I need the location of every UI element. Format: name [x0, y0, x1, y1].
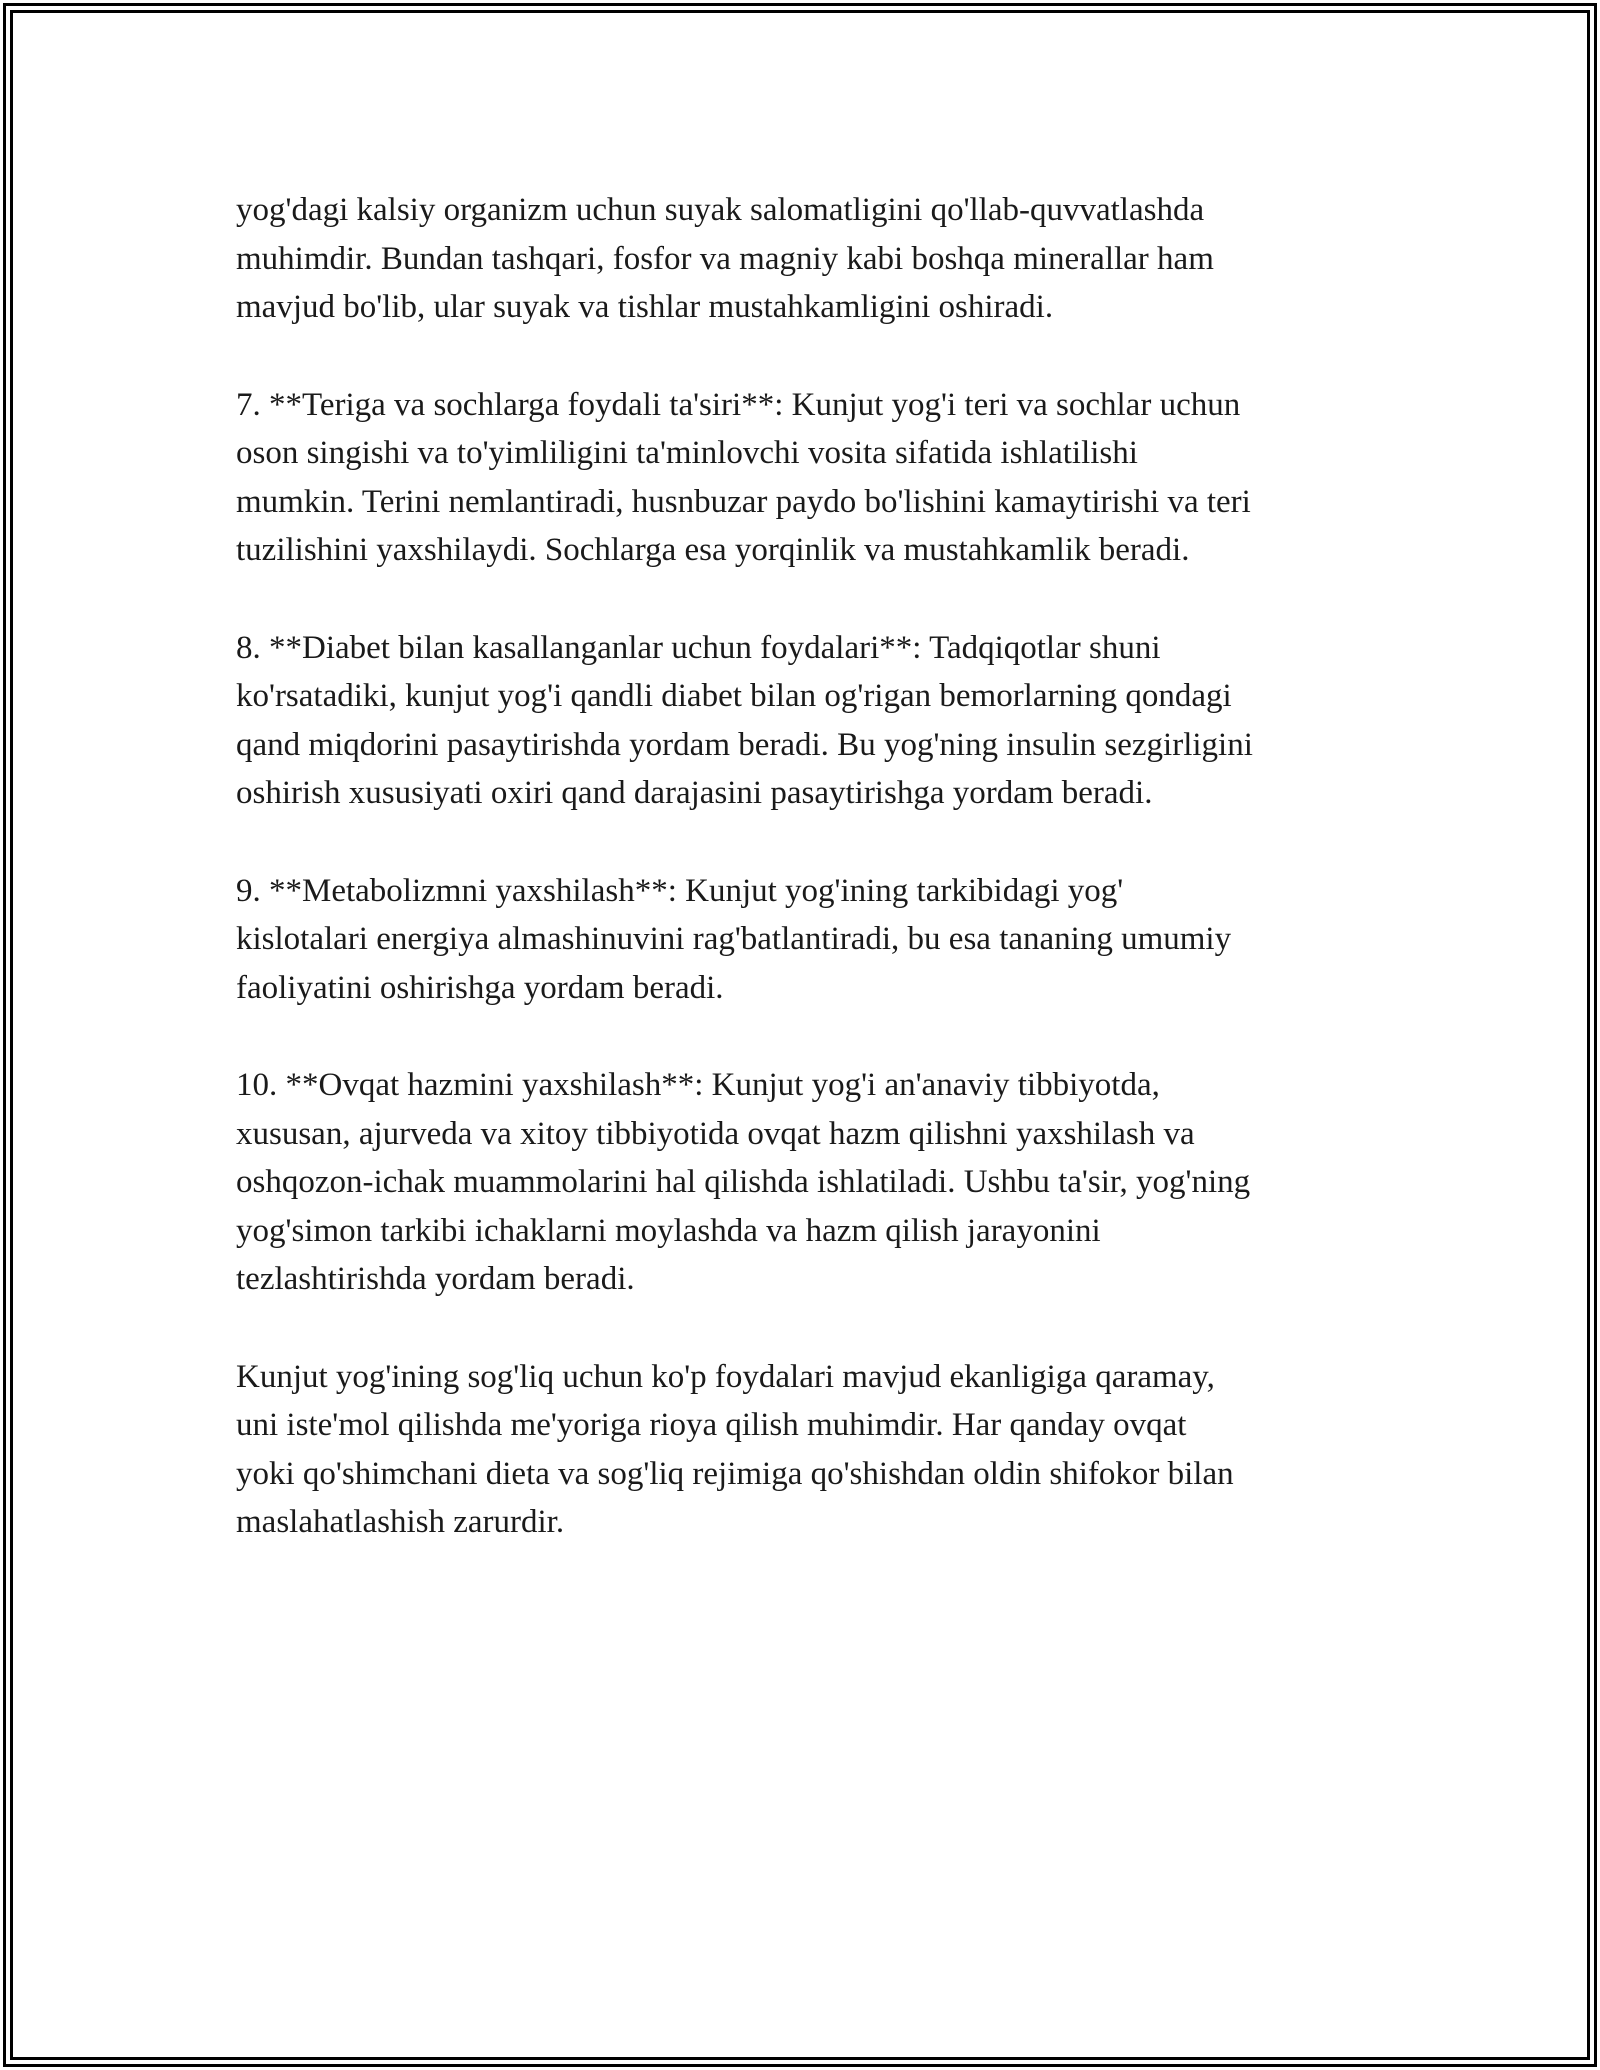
paragraph-item-10-digestion: 10. **Ovqat hazmini yaxshilash**: Kunjut yog'i an'anaviy tibbiyotda, xususan, ajurveda va xitoy tibbiyotida ovqat hazm qilishni yaxshilash va oshqozon-ichak muammolarini hal qilishda ishlatiladi. Ushbu ta'sir, yog'ning yog'simon tarkibi ichaklarni moylashda va hazm qilish jarayonini tezlashtirishda yordam beradi.: [236, 1067, 1251, 1297]
paragraph-calcium-continuation: yog'dagi kalsiy organizm uchun suyak salomatligini qo'llab-quvvatlashda muhimdir. Bundan tashqari, fosfor va magniy kabi boshqa minerallar ham mavjud bo'lib, ular suyak va tishlar mustahkamligini oshiradi.: [236, 192, 1214, 325]
document-body: [236, 186, 1384, 1596]
paragraph-conclusion: Kunjut yog'ining sog'liq uchun ko'p foydalari mavjud ekanligiga qaramay, uni iste'mol qilishda me'yoriga rioya qilish muhimdir. Har qanday ovqat yoki qo'shimchani dieta va sog'liq rejimiga qo'shishdan oldin shifokor bilan maslahatlashish zarurdir.: [236, 1358, 1234, 1540]
paragraph-item-7-skin-hair: 7. **Teriga va sochlarga foydali ta'siri**: Kunjut yog'i teri va sochlar uchun oson singishi va to'yimliligini ta'minlovchi vosita sifatida ishlatilishi mumkin. Terini nemlantiradi, husnbuzar paydo bo'lishini kamaytirishi va teri tuzilishini yaxshilaydi. Sochlarga esa yorqinlik va mustahkamlik beradi.: [236, 386, 1251, 568]
paragraph-item-9-metabolism: 9. **Metabolizmni yaxshilash**: Kunjut yog'ining tarkibidagi yog' kislotalari energiya almashinuvini rag'batlantiradi, bu esa tananing umumiy faoliyatini oshirishga yordam beradi.: [236, 872, 1232, 1006]
paragraph-item-8-diabetes: 8. **Diabet bilan kasallanganlar uchun foydalari**: Tadqiqotlar shuni ko'rsatadiki, kunjut yog'i qandli diabet bilan og'rigan bemorlarning qondagi qand miqdorini pasaytirishda yordam beradi. Bu yog'ning insulin sezgirligini oshirish xususiyati oxiri qand darajasini pasaytirishga yordam beradi.: [236, 629, 1253, 811]
